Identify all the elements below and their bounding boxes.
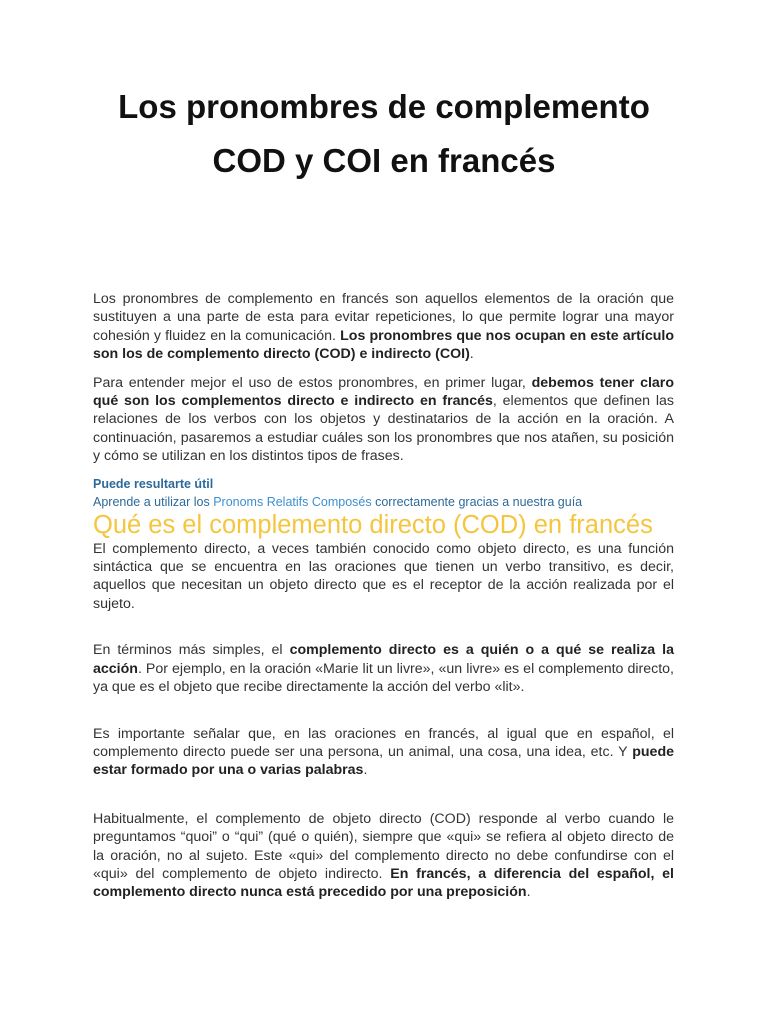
pronoms-relatifs-link[interactable]: Pronoms Relatifs Composés [213, 494, 372, 509]
bold-text: debemos tener claro qué son los complementos directo e indirecto en francés [93, 374, 674, 410]
title-line-2: COD y COI en francés [212, 142, 556, 179]
intro-paragraph-2 [93, 374, 674, 466]
text: . [526, 884, 531, 901]
text: En términos más simples, el [93, 642, 290, 659]
bold-text: complemento directo es a quién o a qué se realiza la acción [93, 642, 675, 677]
section-paragraph-4 [93, 810, 674, 902]
bold-text: En francés, a diferencia del español, el complemento directo nunca está precedido por una preposición [93, 865, 674, 901]
text: correctamente gracias a nuestra guía [371, 494, 583, 509]
intro-paragraph-1 [93, 290, 674, 364]
spacer [93, 707, 674, 725]
text: Aprende a utilizar los [93, 494, 214, 509]
section-paragraph-1: El complemento directo, a veces también conocido como objeto directo, es una función sintáctica que se encuentra en las oraciones que tienen un verbo transitivo, es decir, aquellos que necesitan un objeto directo que es el receptor de la acción realizada por el sujeto. [93, 540, 674, 612]
text: Habitualmente, el complemento de objeto directo (COD) responde al verbo cuando le preguntamos “quoi” o “qui” (qué o quién), siempre que «qui» se refiera al objeto directo de la oración, no al sujeto. Este «qui» del complemento directo no debe confundirse con el «qui» del complemento de objeto indirecto. [93, 810, 674, 882]
useful-heading: Puede resultarte útil [93, 476, 214, 491]
bold-text: puede estar formado por una o varias palabras [93, 743, 674, 779]
text: Los pronombres de complemento en francés son aquellos elementos de la oración que sustituyen a una parte de esta para evitar repeticiones, lo que permite lograr una mayor cohesión y fluidez en la comunicación. [93, 291, 674, 344]
page-title [60, 80, 708, 188]
text: . [469, 346, 474, 363]
text: Para entender mejor el uso de estos pronombres, en primer lugar, [93, 374, 532, 391]
text: , elementos que definen las relaciones de los verbos con los objetos y destinatarios de la acción en la oración. A continuación, pasaremos a estudiar cuáles son los pronombres que nos atañen, su posición y cómo se utilizan en los distintos tipos de frases. [93, 393, 674, 465]
text: . Por ejemplo, en la oración «Marie lit un livre», «un livre» es el complemento directo, ya que es el objeto que recibe directamente la acción del verbo «lit». [93, 660, 674, 696]
section-paragraph-2 [93, 641, 674, 696]
section-paragraph-3 [93, 725, 674, 780]
bold-text: Los pronombres que nos ocupan en este artículo son los de complemento directo (COD) e indirecto (COI) [93, 327, 674, 363]
text: . [363, 762, 368, 779]
section-heading: Qué es el complemento directo (COD) en francés [93, 510, 653, 539]
spacer [93, 623, 674, 641]
article-body [93, 290, 674, 912]
useful-line [93, 494, 674, 510]
title-line-1: Los pronombres de complemento [118, 88, 650, 125]
spacer [93, 790, 674, 810]
text: Es importante señalar que, en las oraciones en francés, al igual que en español, el complemento directo puede ser una persona, un animal, una cosa, una idea, etc. Y [93, 725, 674, 760]
